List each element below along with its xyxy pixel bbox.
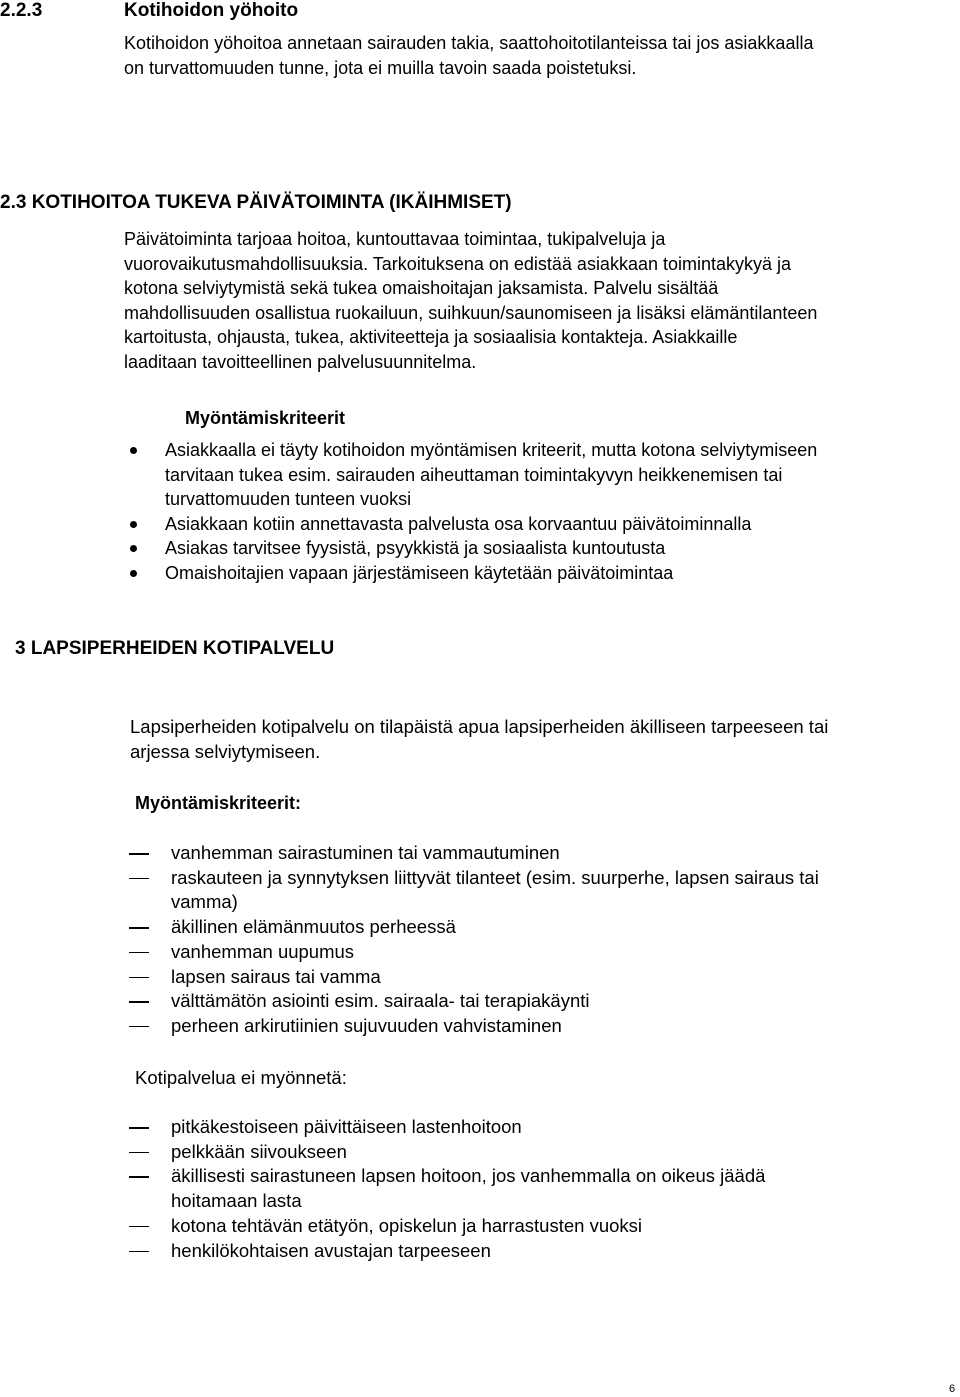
dash-icon (129, 1001, 149, 1003)
list-item (129, 965, 960, 990)
text-line: kotona tehtävän etätyön, opiskelun ja harrastusten vuoksi (171, 1214, 643, 1236)
text-line: Asiakkaan kotiin annettavasta palvelusta osa korvaantuu päivätoiminnalla (165, 513, 752, 534)
text-line: raskauteen ja synnytyksen liittyvät tilanteet (esim. suurperhe, lapsen sairaus tai (171, 866, 819, 888)
text-line: pelkkään siivoukseen (171, 1140, 347, 1162)
dash-icon (129, 1026, 149, 1028)
text-line: laaditaan tavoitteellinen palvelusuunnitelma. (124, 351, 477, 372)
dash-icon (129, 878, 149, 880)
page-number: 6 (949, 1383, 956, 1395)
bullet-icon (130, 447, 137, 454)
text-line: Kotihoidon yöhoitoa annetaan sairauden takia, saattohoitotilanteissa tai jos asiakkaalla (124, 33, 814, 53)
text-line: henkilökohtaisen avustajan tarpeeseen (171, 1239, 491, 1261)
text-line: mahdollisuuden osallistua ruokailuun, suihkuun/saunomiseen ja lisäksi elämäntilanteen (124, 302, 818, 323)
text-line: äkillisesti sairastuneen lapsen hoitoon, jos vanhemmalla on oikeus jäädä (171, 1165, 766, 1187)
section-number-2-2-3: 2.2.3 (0, 0, 43, 21)
text-line: välttämätön asiointi esim. sairaala- tai terapiakäynti (171, 990, 590, 1012)
criteria-title-3: Myöntämiskriteerit: (135, 793, 302, 813)
list-item (129, 940, 960, 965)
text-line: vamma) (171, 891, 238, 913)
text-line: perheen arkirutiinien sujuvuuden vahvistaminen (171, 1014, 562, 1036)
criteria-list-2-3 (127, 438, 960, 585)
text-line: vanhemman sairastuminen tai vammautuminen (171, 842, 560, 863)
list-item (129, 841, 960, 866)
dash-icon (129, 1127, 149, 1129)
list-item (127, 438, 960, 512)
section-2-2-3-body (124, 31, 960, 80)
text-line: Päivätoiminta tarjoaa hoitoa, kuntouttavaa toimintaa, tukipalveluja ja (124, 229, 666, 249)
list-item (129, 1115, 960, 1140)
list-item (129, 915, 960, 940)
dash-icon (129, 977, 149, 979)
list-item (129, 1014, 960, 1039)
dash-icon (129, 927, 149, 929)
dash-icon (129, 1226, 149, 1228)
list-item (127, 561, 960, 586)
section-title-2-2-3: Kotihoidon yöhoito (124, 0, 299, 21)
list-item (127, 536, 960, 561)
dash-icon (129, 1152, 149, 1154)
text-line: vanhemman uupumus (171, 940, 355, 962)
list-item (129, 866, 960, 915)
section-heading-3: 3 LAPSIPERHEIDEN KOTIPALVELU (15, 638, 335, 659)
dash-icon (129, 952, 149, 954)
text-line: Asiakas tarvitsee fyysistä, psyykkistä ja sosiaalista kuntoutusta (165, 538, 666, 558)
text-line: vuorovaikutusmahdollisuuksia. Tarkoituksena on edistää asiakkaan toimintakykyä ja (124, 253, 792, 274)
text-line: Asiakkaalla ei täyty kotihoidon myöntämisen kriteerit, mutta kotona selviytymiseen (165, 440, 818, 460)
text-line: Omaishoitajien vapaan järjestämiseen käytetään päivätoimintaa (165, 562, 674, 583)
bullet-icon (130, 521, 137, 528)
dash-icon (129, 853, 149, 855)
criteria-title-2-3: Myöntämiskriteerit (185, 408, 346, 428)
text-line: kartoitusta, ohjausta, tukea, aktiviteetteja ja sosiaalisia kontakteja. Asiakkaille (124, 327, 738, 347)
text-line: tarvitaan tukea esim. sairauden aiheuttaman toimintakyvyn heikkenemisen tai (165, 464, 783, 485)
criteria-list-3 (129, 841, 960, 1039)
dash-icon (129, 1251, 149, 1253)
section-heading-2-3: 2.3 KOTIHOITOA TUKEVA PÄIVÄTOIMINTA (IKÄIHMISET) (0, 192, 512, 213)
list-item (129, 1239, 960, 1264)
bullet-icon (130, 545, 137, 552)
section-2-3-body (124, 227, 960, 374)
list-item (129, 1214, 960, 1239)
list-item (127, 512, 960, 537)
not-granted-list (129, 1115, 960, 1263)
text-line: Lapsiperheiden kotipalvelu on tilapäistä apua lapsiperheiden äkilliseen tarpeeseen tai (130, 716, 829, 737)
section-3-intro (130, 715, 960, 764)
text-line: lapsen sairaus tai vamma (171, 965, 381, 987)
bullet-icon (130, 570, 137, 577)
text-line: arjessa selviytymiseen. (130, 740, 321, 762)
text-line: pitkäkestoiseen päivittäiseen lastenhoitoon (171, 1116, 522, 1137)
text-line: on turvattomuuden tunne, jota ei muilla tavoin saada poistetuksi. (124, 57, 637, 78)
list-item (129, 1140, 960, 1165)
list-item (129, 1164, 960, 1213)
not-granted-title: Kotipalvelua ei myönnetä: (135, 1067, 347, 1088)
text-line: turvattomuuden tunteen vuoksi (165, 489, 412, 509)
text-line: kotona selviytymistä sekä tukea omaishoitajan jaksamista. Palvelu sisältää (124, 278, 719, 298)
text-line: hoitamaan lasta (171, 1190, 302, 1212)
list-item (129, 989, 960, 1014)
text-line: äkillinen elämänmuutos perheessä (171, 916, 456, 938)
dash-icon (129, 1176, 149, 1178)
